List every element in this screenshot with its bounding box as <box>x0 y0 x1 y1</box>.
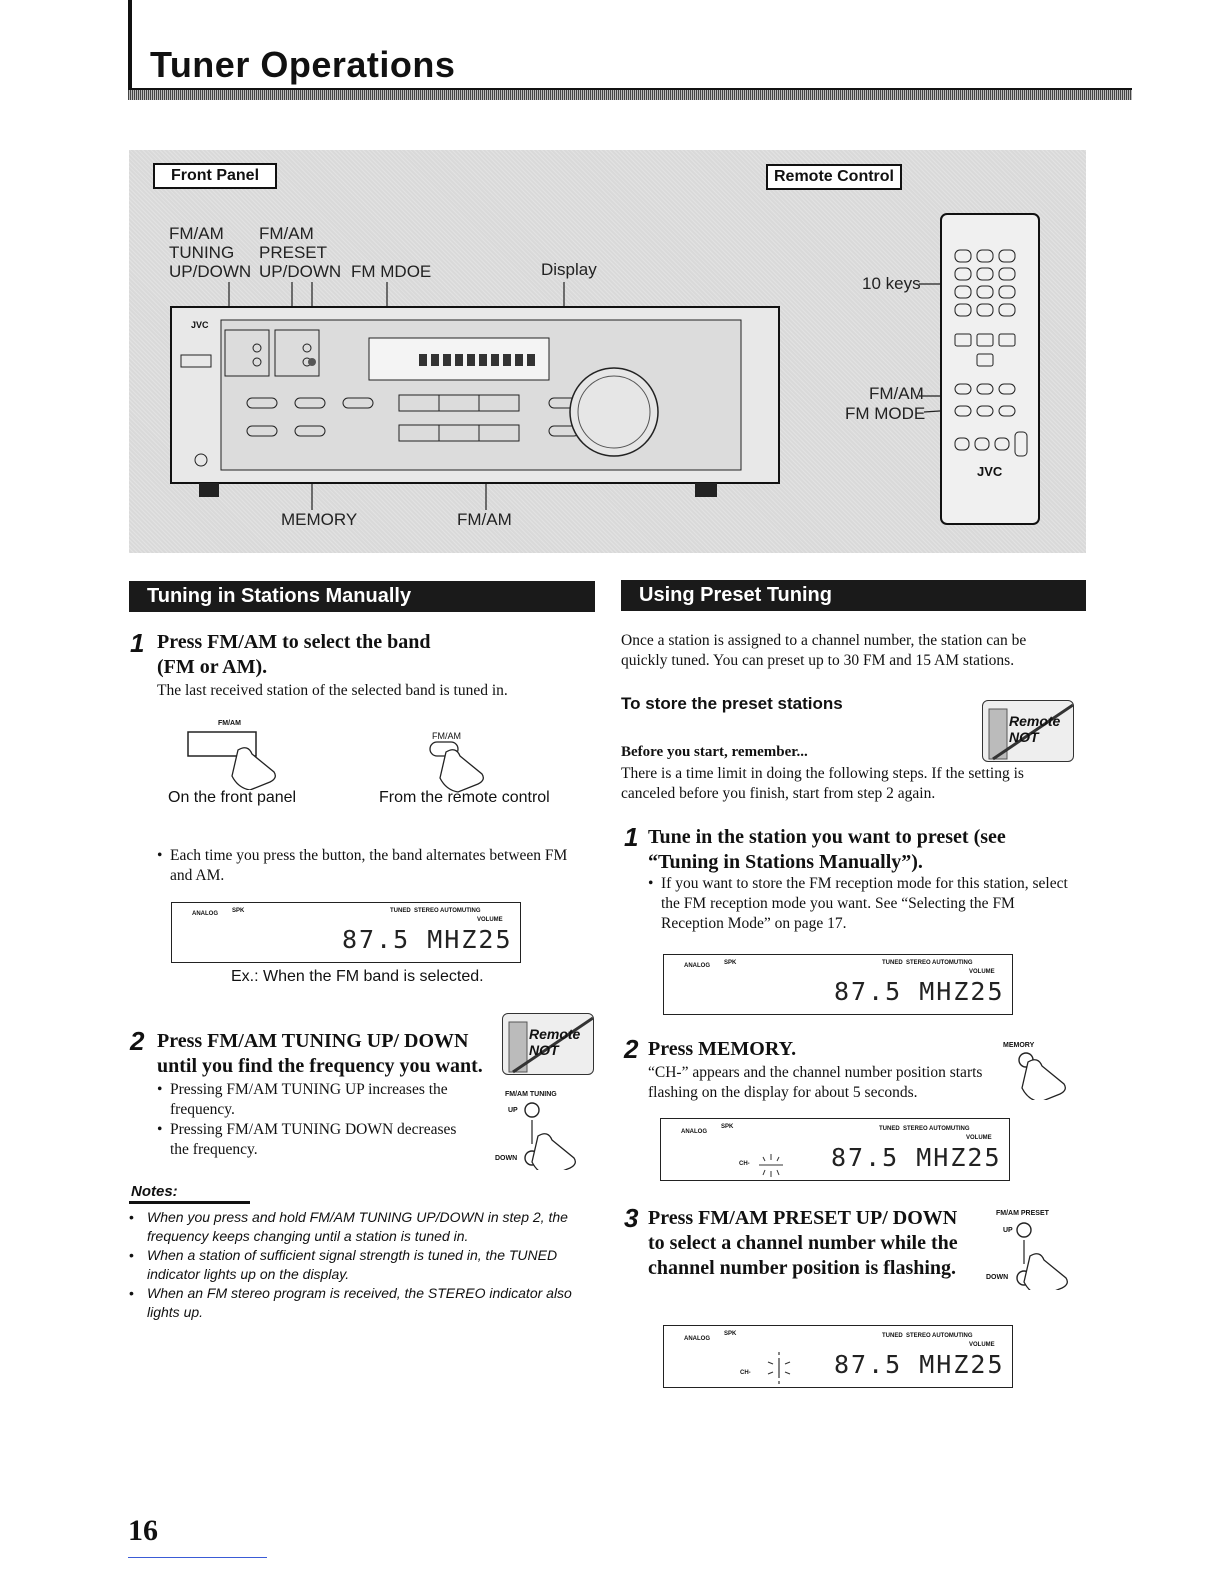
notes-list <box>129 1208 589 1322</box>
left-step1-desc: The last received station of the selected band is tuned in. <box>157 682 508 699</box>
remote-brand-logo: JVC <box>977 464 1003 479</box>
lcd4-automuting: AUTOMUTING <box>932 1333 973 1339</box>
memory-button-label: MEMORY <box>1003 1042 1035 1049</box>
badge-remote-text: Remote <box>529 1026 581 1042</box>
lcd3-volume: VOLUME <box>966 1135 992 1141</box>
lcd-display-3 <box>660 1118 1010 1181</box>
front-panel-button-hand <box>186 730 286 790</box>
notes-underline <box>129 1201 250 1204</box>
lcd2-stereo: STEREO <box>906 960 931 966</box>
preset-down-label: DOWN <box>986 1274 1009 1281</box>
lcd-display-4 <box>663 1325 1013 1388</box>
lcd2-spk: SPK <box>724 960 737 966</box>
tuning-button-label: FM/AM TUNING <box>505 1091 557 1098</box>
lcd3-automuting: AUTOMUTING <box>929 1126 970 1132</box>
store-preset-heading: To store the preset stations <box>621 694 843 713</box>
right-step2-title: Press MEMORY. <box>648 1038 797 1060</box>
page-title: Tuner Operations <box>150 44 456 85</box>
title-bar-accent <box>128 0 132 100</box>
preset-up-label: UP <box>1003 1227 1013 1234</box>
callout-ten-keys: 10 keys <box>862 274 921 293</box>
right-step3-number: 3 <box>624 1203 639 1233</box>
callout-preset: FM/AM PRESET UP/DOWN <box>259 224 342 281</box>
callout-fmam-bottom: FM/AM <box>457 510 512 529</box>
preset-button-label: FM/AM PRESET <box>996 1210 1049 1217</box>
lcd4-ch: CH- <box>740 1370 751 1376</box>
page-number: 16 <box>128 1514 158 1547</box>
lcd-tuned: TUNED <box>390 908 411 914</box>
remote-not-badge-left <box>502 1013 594 1075</box>
lcd4-tuned: TUNED <box>882 1333 903 1339</box>
device-figure <box>129 150 1086 553</box>
lcd3-analog: ANALOG <box>681 1129 707 1135</box>
before-start-text: There is a time limit in doing the following steps. If the setting is canceled before you finish, start from step 2 again. <box>621 765 1024 802</box>
caption-front-panel: On the front panel <box>168 789 297 806</box>
left-step2-bullet-2: • Pressing FM/AM TUNING DOWN decreases the frequency. <box>157 1120 457 1160</box>
callout-tuning: FM/AM TUNING UP/DOWN <box>169 224 252 281</box>
lcd2-automuting: AUTOMUTING <box>932 960 973 966</box>
right-step1-title: Tune in the station you want to preset (see “Tuning in Stations Manually”). <box>648 826 1006 873</box>
right-step1-bullets <box>648 874 1068 934</box>
right-step1-bullet: • If you want to store the FM reception mode for this station, select the FM reception mode you want. See “Selecting the FM Reception Mode” on page 17. <box>648 874 1068 934</box>
lcd-automuting: AUTOMUTING <box>440 908 481 914</box>
lcd3-frequency: 87.5 MHZ25 <box>831 1143 1002 1172</box>
callout-memory: MEMORY <box>281 510 358 529</box>
lcd-volume: VOLUME <box>477 917 503 923</box>
caption-remote: From the remote control <box>379 789 550 806</box>
remote-not-badge-right <box>982 700 1074 762</box>
front-button-label: FM/AM <box>218 720 241 727</box>
memory-button-hand <box>1004 1050 1074 1100</box>
badge-remote-text-right: Remote <box>1009 713 1061 729</box>
lcd-stereo: STEREO <box>414 908 439 914</box>
left-step2-bullet-1: • Pressing FM/AM TUNING UP increases the frequency. <box>157 1080 457 1120</box>
lcd-frequency: 87.5 MHZ25 <box>342 925 513 954</box>
lcd4-spk: SPK <box>724 1331 737 1337</box>
note-item-3: • When an FM stereo program is received, the STEREO indicator also lights up. <box>129 1284 589 1322</box>
section-header-preset-tuning: Using Preset Tuning <box>621 580 1086 611</box>
lcd2-volume: VOLUME <box>969 969 995 975</box>
left-step2-number: 2 <box>130 1026 145 1056</box>
notes-heading: Notes: <box>131 1183 178 1200</box>
badge-not-text: NOT <box>529 1042 559 1058</box>
title-rule <box>128 88 1132 100</box>
receiver-illustration <box>129 150 1086 553</box>
badge-text <box>529 1026 580 1058</box>
flashing-digit-icon <box>764 1350 794 1386</box>
callout-remote-fmam: FM/AM <box>869 384 924 403</box>
preset-buttons-hand <box>1010 1220 1090 1290</box>
lcd-display-2 <box>663 954 1013 1015</box>
lcd2-frequency: 87.5 MHZ25 <box>834 977 1005 1006</box>
callout-remote-fmmode: FM MODE <box>845 404 926 423</box>
left-step1-number: 1 <box>130 628 145 658</box>
left-step1-bullets <box>157 846 587 886</box>
note-item-2: • When a station of sufficient signal strength is tuned in, the TUNED indicator lights up on the display. <box>129 1246 589 1284</box>
badge-text-right <box>1009 713 1060 745</box>
remote-button-label: FM/AM <box>432 731 461 741</box>
left-step1-bullet: • Each time you press the button, the band alternates between FM and AM. <box>157 846 587 886</box>
before-start-heading: Before you start, remember... <box>621 744 808 760</box>
tuning-buttons-hand <box>518 1100 598 1170</box>
lcd4-stereo: STEREO <box>906 1333 931 1339</box>
lcd3-spk: SPK <box>721 1124 734 1130</box>
lcd2-analog: ANALOG <box>684 963 710 969</box>
lcd2-tuned: TUNED <box>882 960 903 966</box>
note-item-1: • When you press and hold FM/AM TUNING UP/DOWN in step 2, the frequency keeps changing until a station is tuned in. <box>129 1208 589 1246</box>
lcd4-analog: ANALOG <box>684 1336 710 1342</box>
callout-fm-mode: FM MDOE <box>351 262 432 281</box>
remote-control-label: Remote Control <box>766 164 902 190</box>
preset-intro: Once a station is assigned to a channel number, the station can be quickly tuned. You can preset up to 30 FM and 15 AM stations. <box>621 632 1027 669</box>
lcd3-stereo: STEREO <box>903 1126 928 1132</box>
callout-display: Display <box>541 260 597 279</box>
lcd3-tuned: TUNED <box>879 1126 900 1132</box>
tuning-up-label: UP <box>508 1107 518 1114</box>
lcd-display-1 <box>171 902 521 963</box>
right-step1-number: 1 <box>624 822 639 852</box>
left-step2-title: Press FM/AM TUNING UP/ DOWN until you find the frequency you want. <box>157 1030 483 1077</box>
section-header-manual-tuning: Tuning in Stations Manually <box>129 581 595 612</box>
lcd-analog: ANALOG <box>192 911 218 917</box>
lcd3-ch: CH- <box>739 1161 750 1167</box>
front-panel-label: Front Panel <box>153 163 277 189</box>
lcd4-frequency: 87.5 MHZ25 <box>834 1350 1005 1379</box>
tuning-down-label: DOWN <box>495 1155 518 1162</box>
lcd-spk: SPK <box>232 908 245 914</box>
badge-not-text-right: NOT <box>1009 729 1039 745</box>
right-step2-desc: “CH-” appears and the channel number position starts flashing on the display for about 5 seconds. <box>648 1064 983 1101</box>
footer-rule <box>128 1557 267 1558</box>
display-caption: Ex.: When the FM band is selected. <box>231 968 484 985</box>
left-step2-bullets <box>157 1080 457 1160</box>
flashing-indicator-icon <box>753 1151 789 1181</box>
right-step2-number: 2 <box>624 1034 639 1064</box>
left-step1-title: Press FM/AM to select the band (FM or AM). <box>157 631 431 678</box>
lcd4-volume: VOLUME <box>969 1342 995 1348</box>
receiver-brand-logo: JVC <box>191 320 209 330</box>
right-step3-title: Press FM/AM PRESET UP/ DOWN to select a channel number while the channel number position is flashing. <box>648 1207 958 1279</box>
